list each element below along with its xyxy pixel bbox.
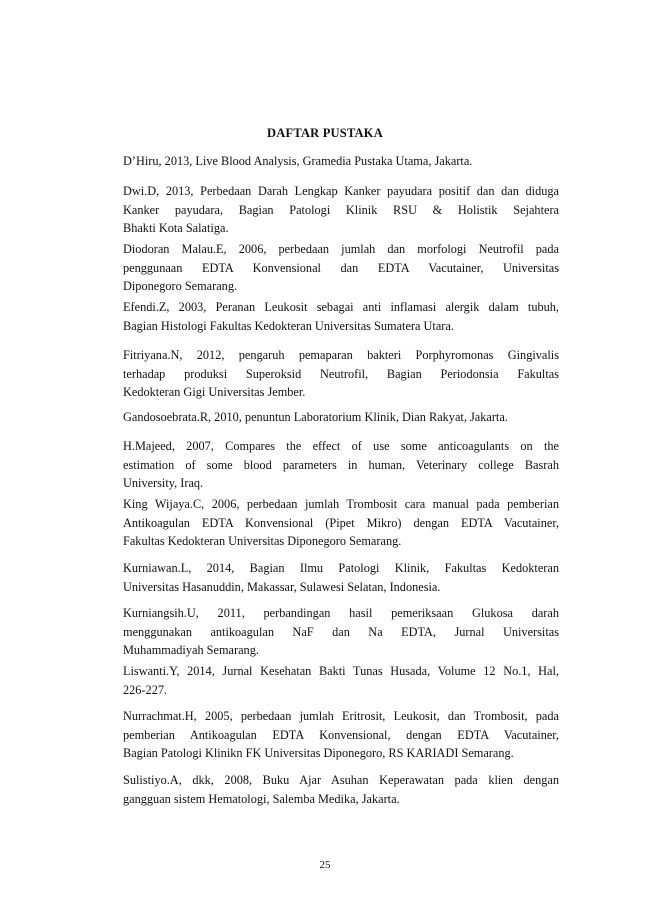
reference-line: Diponegoro Semarang. (123, 279, 238, 294)
reference-line: Sulistiyo.A, dkk, 2008, Buku Ajar Asuhan Keperawatan pada klien dengan (123, 773, 559, 787)
reference-entry (123, 604, 559, 660)
reference-line: terhadap produksi Superoksid Neutrofil, Bagian Periodonsia Fakultas (123, 366, 559, 381)
reference-entry (123, 662, 559, 699)
page-number: 25 (319, 859, 331, 871)
reference-line: estimation of some blood parameters in human, Veterinary college Basrah (123, 457, 559, 472)
reference-line: Nurrachmat.H, 2005, perbedaan jumlah Eritrosit, Leukosit, dan Trombosit, pada (123, 709, 559, 723)
reference-line: gangguan sistem Hematologi, Salemba Medika, Jakarta. (123, 791, 400, 806)
reference-line: Liswanti.Y, 2014, Jurnal Kesehatan Bakti Tunas Husada, Volume 12 No.1, Hal, (123, 664, 559, 678)
reference-entry (123, 559, 559, 596)
reference-entry (123, 182, 559, 238)
reference-line: H.Majeed, 2007, Compares the effect of use some anticoagulants on the (123, 439, 559, 453)
reference-entry (123, 495, 559, 551)
reference-line: Bagian Histologi Fakultas Kedokteran Universitas Sumatera Utara. (123, 318, 454, 333)
reference-entry (123, 240, 559, 296)
reference-line: Gandosoebrata.R, 2010, penuntun Laboratorium Klinik, Dian Rakyat, Jakarta. (123, 410, 508, 424)
reference-line: Universitas Hasanuddin, Makassar, Sulawesi Selatan, Indonesia. (123, 579, 441, 594)
reference-line: King Wijaya.C, 2006, perbedaan jumlah Trombosit cara manual pada pemberian (123, 497, 559, 511)
reference-line: penggunaan EDTA Konvensional dan EDTA Vacutainer, Universitas (123, 260, 559, 275)
reference-line: Fitriyana.N, 2012, pengaruh pemaparan bakteri Porphyromonas Gingivalis (123, 348, 559, 362)
reference-line: Efendi.Z, 2003, Peranan Leukosit sebagai anti inflamasi alergik dalam tubuh, (123, 300, 559, 314)
reference-line: Antikoagulan EDTA Konvensional (Pipet Mikro) dengan EDTA Vacutainer, (123, 515, 559, 530)
reference-line: Diodoran Malau.E, 2006, perbedaan jumlah dan morfologi Neutrofil pada (123, 242, 559, 256)
reference-entry (123, 152, 559, 171)
reference-line: D’Hiru, 2013, Live Blood Analysis, Gramedia Pustaka Utama, Jakarta. (123, 154, 473, 168)
reference-line: Kurniangsih.U, 2011, perbandingan hasil pemeriksaan Glukosa darah (123, 606, 559, 620)
reference-entry (123, 437, 559, 493)
reference-line: Kanker payudara, Bagian Patologi Klinik RSU & Holistik Sejahtera (123, 202, 559, 217)
reference-line: Muhammadiyah Semarang. (123, 643, 259, 658)
reference-line: pemberian Antikoagulan EDTA Konvensional, dengan EDTA Vacutainer, (123, 727, 559, 742)
reference-line: 226-227. (123, 682, 168, 697)
reference-line: menggunakan antikoagulan NaF dan Na EDTA, Jurnal Universitas (123, 624, 559, 639)
reference-line: Kurniawan.L, 2014, Bagian Ilmu Patologi Klinik, Fakultas Kedokteran (123, 561, 559, 575)
reference-entry (123, 771, 559, 808)
reference-entry (123, 707, 559, 763)
reference-line: Kedokteran Gigi Universitas Jember. (123, 385, 306, 400)
reference-entry (123, 298, 559, 335)
reference-line: Bagian Patologi Klinikn FK Universitas Diponegoro, RS KARIADI Semarang. (123, 746, 514, 761)
reference-line: Bhakti Kota Salatiga. (123, 221, 229, 236)
reference-line: University, Iraq. (123, 476, 204, 491)
reference-entry (123, 346, 559, 402)
reference-line: Dwi.D, 2013, Perbedaan Darah Lengkap Kanker payudara positif dan dan diduga (123, 184, 559, 198)
reference-entry (123, 408, 559, 427)
page-title: DAFTAR PUSTAKA (267, 126, 383, 140)
reference-line: Fakultas Kedokteran Universitas Diponegoro Semarang. (123, 534, 402, 549)
